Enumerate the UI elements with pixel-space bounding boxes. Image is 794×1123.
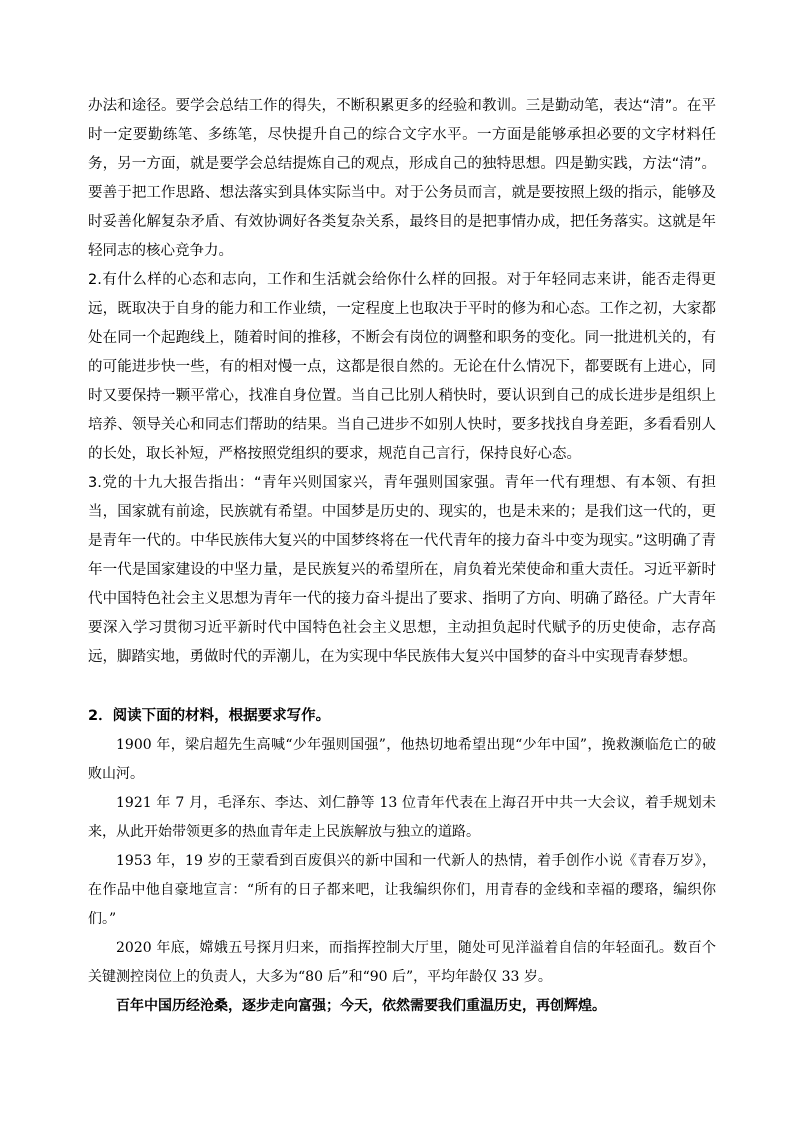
material-item-1900: 1900 年，梁启超先生高喊“少年强则国强”，他热切地希望出现“少年中国”，挽救濒临危亡的破败山河。 <box>88 737 716 782</box>
passage-paragraph-2: 2.有什么样的心态和志向，工作和生活就会给你什么样的回报。对于年轻同志来讲，能否走得更远，既取决于自身的能力和工作业绩，一定程度上也取决于平时的修为和心态。工作之初，大家都处在同一个起跑线上，随着时间的推移，不断会有岗位的调整和职务的变化。同一批进机关的，有的可能进步快一些，有的相对慢一点，这都是很自然的。无论在什么情况下，都要既有上进心，同时又要保持一颗平常心，找准自身位置。当自己比别人稍快时，要认识到自己的成长进步是组织上培养、领导关心和同志们帮助的结果。当自己进步不如别人快时，要多找找自身差距，多看看别人的长处，取长补短，严格按照党组织的要求，规范自己言行，保持良好心态。 <box>88 272 716 462</box>
document-page <box>88 92 716 1021</box>
section-spacer <box>88 672 716 702</box>
passage-paragraph-3: 3.党的十九大报告指出：“青年兴则国家兴，青年强则国家强。青年一代有理想、有本领、有担当，国家就有前途，民族就有希望。中国梦是历史的、现实的，也是未来的；是我们这一代的，更是青年一代的。中华民族伟大复兴的中国梦终将在一代代青年的接力奋斗中变为现实。”这明确了青年一代是国家建设的中坚力量，是民族复兴的希望所在，肩负着光荣使命和重大责任。习近平新时代中国特色社会主义思想为青年一代的接力奋斗提出了要求、指明了方向、明确了路径。广大青年要深入学习贯彻习近平新时代中国特色社会主义思想，主动担负起时代赋予的历史使命，志存高远，脚踏实地，勇做时代的弄潮儿，在为实现中华民族伟大复兴中国梦的奋斗中实现青春梦想。 <box>88 475 716 665</box>
material-item-1921: 1921 年 7 月，毛泽东、李达、刘仁静等 13 位青年代表在上海召开中共一大会议，着手规划未来，从此开始带领更多的热血青年走上民族解放与独立的道路。 <box>88 795 716 840</box>
passage-paragraph-continued: 办法和途径。要学会总结工作的得失，不断积累更多的经验和教训。三是勤动笔，表达“清”。在平时一定要勤练笔、多练笔，尽快提升自己的综合文字水平。一方面是能够承担必要的文字材料任务，另一方面，就是要学会总结提炼自己的观点，形成自己的独特思想。四是勤实践，方法“清”。要善于把工作思路、想法落实到具体实际当中。对于公务员而言，就是要按照上级的指示，能够及时妥善化解复杂矛盾、有效协调好各类复杂关系，最终目的是把事情办成，把任务落实。这就是年轻同志的核心竞争力。 <box>88 98 716 259</box>
question-title: 2．阅读下面的材料，根据要求写作。 <box>88 708 331 724</box>
material-item-summary: 百年中国历经沧桑，逐步走向富强；今天，依然需要我们重温历史，再创辉煌。 <box>116 998 606 1014</box>
material-list <box>88 731 716 1021</box>
material-item-2020: 2020 年底，嫦娥五号探月归来，而指挥控制大厅里，随处可见洋溢着自信的年轻面孔。数百个关键测控岗位上的负责人，大多为“80 后”和“90 后”，平均年龄仅 33 岁。 <box>88 940 716 985</box>
material-item-1953: 1953 年，19 岁的王蒙看到百废俱兴的新中国和一代新人的热情，着手创作小说《青春万岁》，在作品中他自豪地宣言：“所有的日子都来吧，让我编织你们，用青春的金线和幸福的璎珞，编织你们。” <box>88 853 716 927</box>
